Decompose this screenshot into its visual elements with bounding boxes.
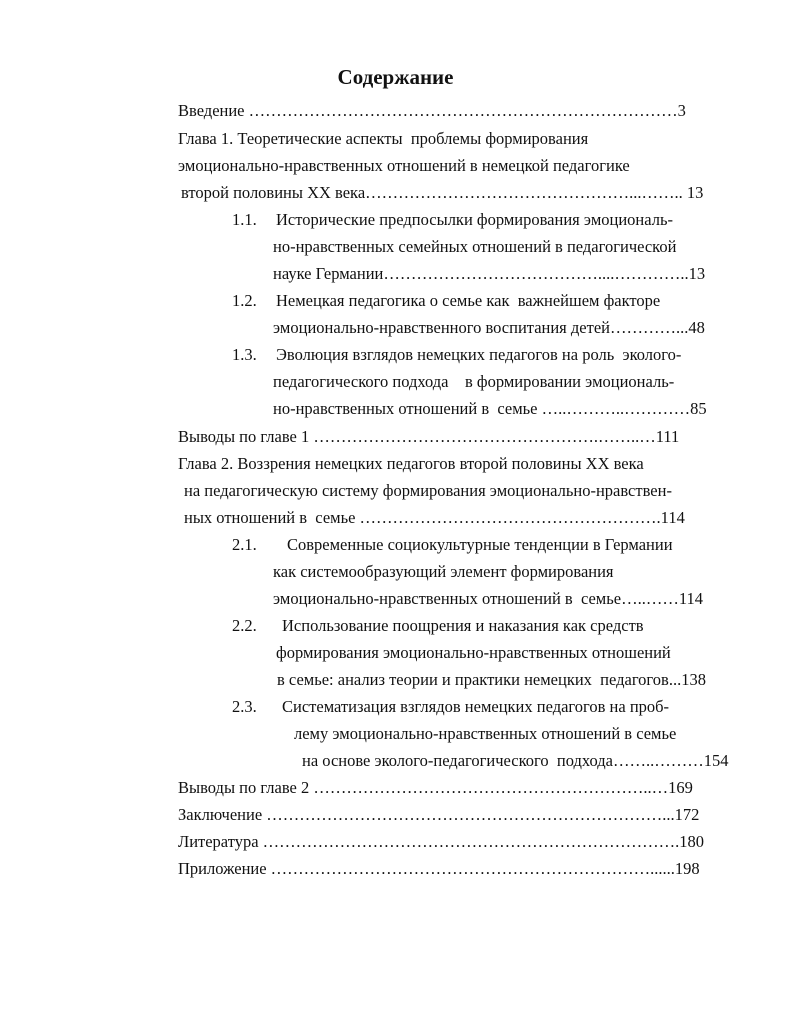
toc-entry-section-2-3 — [282, 694, 669, 720]
toc-entry-section-1-1-cont — [273, 261, 705, 287]
toc-entry-text: как системообразующий элемент формирования — [273, 562, 614, 581]
toc-entry-text: науке Германии…………………………………....…………..13 — [273, 264, 706, 283]
toc-entry-text: Введение ……………………………………………………………………3 — [178, 101, 686, 120]
toc-entry-text: на основе эколого-педагогического подхода……..………154 — [302, 751, 729, 770]
toc-entry-text: Выводы по главе 2 ……………………………………………………..…169 — [178, 778, 693, 797]
toc-entry-chapter-2-cont — [184, 505, 685, 531]
toc-entry-section-2-3-cont — [294, 721, 676, 747]
toc-entry-section-2-2 — [282, 613, 644, 639]
toc-entry-chapter-1 — [178, 126, 588, 152]
toc-entry-section-2-1-cont — [273, 586, 703, 612]
toc-entry-section-1-1 — [276, 207, 673, 233]
toc-entry-introduction — [178, 98, 728, 124]
toc-entry-chapter-1-cont — [178, 153, 630, 179]
toc-entry-appendix — [178, 856, 700, 882]
toc-entry-text: ных отношений в семье ……………………………………………….114 — [184, 508, 685, 527]
toc-entry-text: Исторические предпосылки формирования эмоциональ- — [276, 210, 673, 229]
toc-entry-section-1-3-cont — [273, 396, 707, 422]
section-number: 2.1. — [232, 535, 257, 554]
toc-entry-section-2-1-cont — [273, 559, 614, 585]
toc-entry-text: формирования эмоционально-нравственных отношений — [276, 643, 671, 662]
toc-entry-section-1-3-cont — [273, 369, 674, 395]
toc-entry-section-2-2-cont — [276, 640, 671, 666]
toc-entry-chapter-1-cont — [181, 180, 703, 206]
toc-entry-section-1-2 — [276, 288, 660, 314]
toc-entry-text: эмоционально-нравственного воспитания детей…………...48 — [273, 318, 705, 337]
section-number: 2.3. — [232, 697, 257, 716]
toc-entry-text: но-нравственных семейных отношений в педагогической — [273, 237, 677, 256]
toc-entry-conclusions-2 — [178, 775, 693, 801]
toc-entry-text: Приложение ……………………………………………………………......198 — [178, 859, 700, 878]
toc-entry-text: Глава 2. Воззрения немецких педагогов второй половины XX века — [178, 454, 644, 473]
toc-entry-text: Выводы по главе 1 …………………………………………….……..…111 — [178, 427, 680, 446]
toc-entry-conclusions-1 — [178, 424, 679, 450]
toc-entry-text: педагогического подхода в формировании эмоциональ- — [273, 372, 675, 391]
toc-entry-text: лему эмоционально-нравственных отношений в семье — [294, 724, 677, 743]
toc-entry-text: второй половины XX века…………………………………………...…….. 13 — [181, 183, 704, 202]
toc-entry-text: Глава 1. Теоретические аспекты проблемы формирования — [178, 129, 589, 148]
toc-entry-chapter-2 — [178, 451, 644, 477]
toc-entry-conclusion — [178, 802, 699, 828]
toc-entry-text: эмоционально-нравственных отношений в семье…..……114 — [273, 589, 703, 608]
toc-entry-text: эмоционально-нравственных отношений в немецкой педагогике — [178, 156, 630, 175]
toc-entry-text: на педагогическую систему формирования эмоционально-нравствен- — [184, 481, 672, 500]
toc-entry-section-2-1 — [287, 532, 673, 558]
toc-entry-text: в семье: анализ теории и практики немецких педагогов...138 — [277, 670, 706, 689]
toc-entry-section-1-3 — [276, 342, 681, 368]
toc-entry-literature — [178, 829, 704, 855]
toc-entry-text: Современные социокультурные тенденции в Германии — [287, 535, 673, 554]
section-number: 1.3. — [232, 345, 257, 364]
toc-entry-text: Литература ………………………………………………………………….180 — [178, 832, 705, 851]
toc-entry-text: Заключение ………………………………………………………………...172 — [178, 805, 700, 824]
toc-entry-text: Эволюция взглядов немецких педагогов на роль эколого- — [276, 345, 682, 364]
toc-entry-text: Систематизация взглядов немецких педагогов на проб- — [282, 697, 670, 716]
toc-entry-section-1-1-cont — [273, 234, 676, 260]
toc-entry-text: но-нравственных отношений в семье …..………..…………85 — [273, 399, 707, 418]
section-number: 1.2. — [232, 291, 257, 310]
toc-entry-section-2-2-cont — [277, 667, 706, 693]
toc-entry-chapter-2-cont — [184, 478, 672, 504]
section-number: 1.1. — [232, 210, 257, 229]
page-title: Содержание — [337, 65, 454, 89]
toc-entry-text: Использование поощрения и наказания как средств — [282, 616, 644, 635]
toc-entry-text: Немецкая педагогика о семье как важнейшем факторе — [276, 291, 661, 310]
section-number: 2.2. — [232, 616, 257, 635]
toc-entry-section-2-3-cont — [302, 748, 728, 774]
toc-entry-section-1-2-cont — [273, 315, 705, 341]
